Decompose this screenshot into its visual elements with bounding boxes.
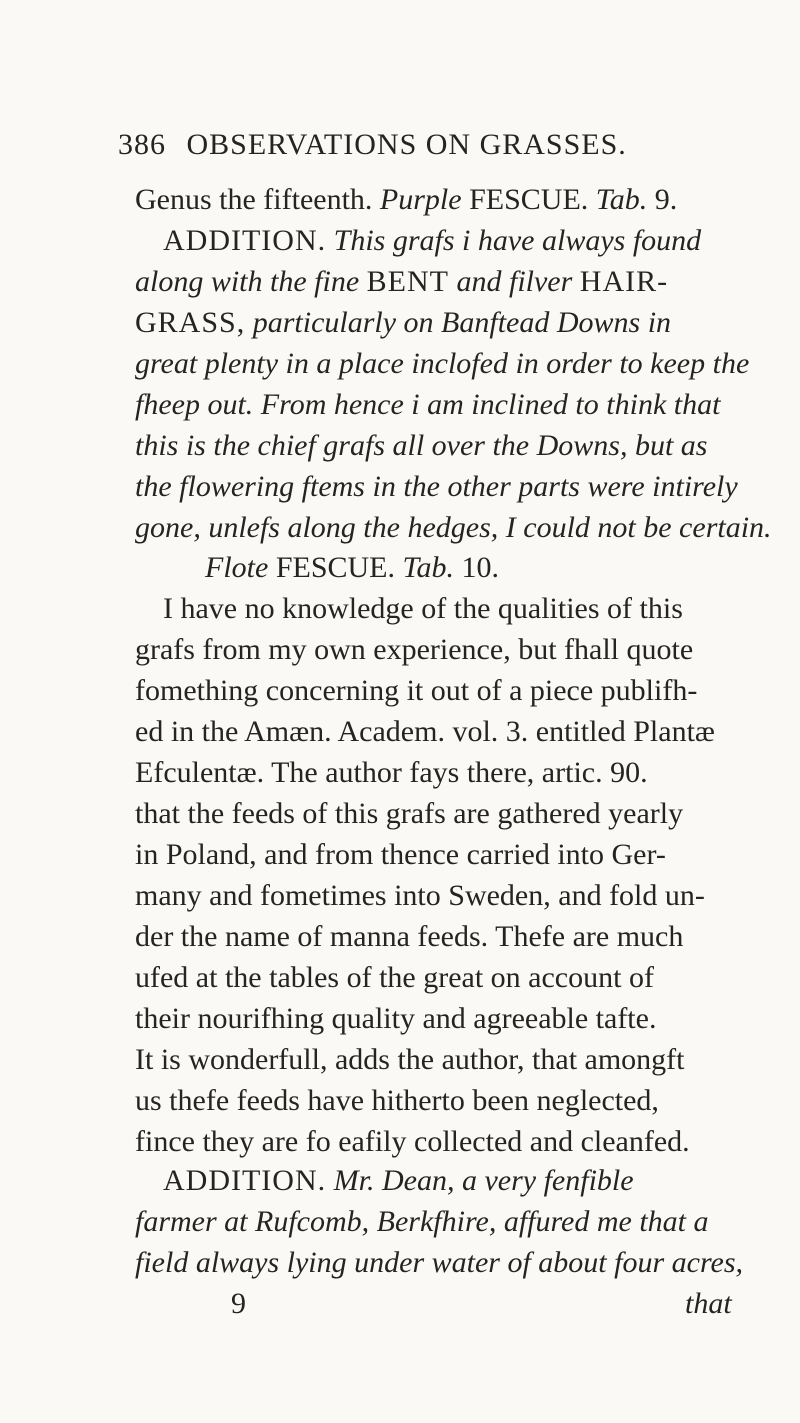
text-line-1: Genus the fifteenth. Purple FESCUE. Tab. 9. <box>135 183 678 216</box>
running-title: OBSERVATIONS ON GRASSES. <box>186 128 627 161</box>
text-line-27: field always lying under water of about four acres, <box>135 1246 744 1279</box>
text-line-6: fheep out. From hence i am inclined to think that <box>135 388 721 421</box>
running-header <box>118 128 758 162</box>
text-line-14: ed in the Amæn. Academ. vol. 3. entitled Plantæ <box>135 715 715 748</box>
text-line-25: ADDITION. Mr. Dean, a very fenfible <box>163 1164 634 1197</box>
text-line-21: their nourifhing quality and agreeable tafte. <box>135 1002 657 1035</box>
text-line-4: GRASS, particularly on Banftead Downs in <box>135 306 672 339</box>
text-line-10: Flote FESCUE. Tab. 10. <box>205 551 499 584</box>
text-line-5: great plenty in a place inclofed in order to keep the <box>135 347 750 380</box>
text-line-22: It is wonderfull, adds the author, that amongft <box>135 1043 685 1076</box>
text-line-3: along with the fine BENT and filver HAIR- <box>135 265 669 298</box>
text-line-2: ADDITION. This grafs i have always found <box>163 224 702 257</box>
text-line-13: fomething concerning it out of a piece publifh- <box>135 674 698 707</box>
text-line-7: this is the chief grafs all over the Downs, but as <box>135 429 708 462</box>
text-line-20: ufed at the tables of the great on account of <box>135 961 654 994</box>
signature-mark: 9 <box>231 1287 246 1320</box>
text-line-16: that the feeds of this grafs are gathered yearly <box>135 797 684 830</box>
text-line-12: grafs from my own experience, but fhall quote <box>135 633 694 666</box>
text-line-9: gone, unlefs along the hedges, I could not be certain. <box>135 511 772 544</box>
text-line-26: farmer at Rufcomb, Berkfhire, affured me that a <box>135 1205 709 1238</box>
catchword: that <box>685 1287 732 1320</box>
text-line-23: us thefe feeds have hitherto been neglected, <box>135 1084 659 1117</box>
text-line-15: Efculentæ. The author fays there, artic. 90. <box>135 756 648 789</box>
page-number: 386 <box>118 128 166 161</box>
text-line-19: der the name of manna feeds. Thefe are much <box>135 920 684 953</box>
text-line-17: in Poland, and from thence carried into Ger- <box>135 838 666 871</box>
text-line-18: many and fometimes into Sweden, and fold un- <box>135 879 705 912</box>
text-line-24: fince they are fo eafily collected and cleanfed. <box>135 1125 690 1158</box>
text-line-8: the flowering ftems in the other parts were intirely <box>135 470 738 503</box>
text-line-11: I have no knowledge of the qualities of this <box>163 592 683 625</box>
